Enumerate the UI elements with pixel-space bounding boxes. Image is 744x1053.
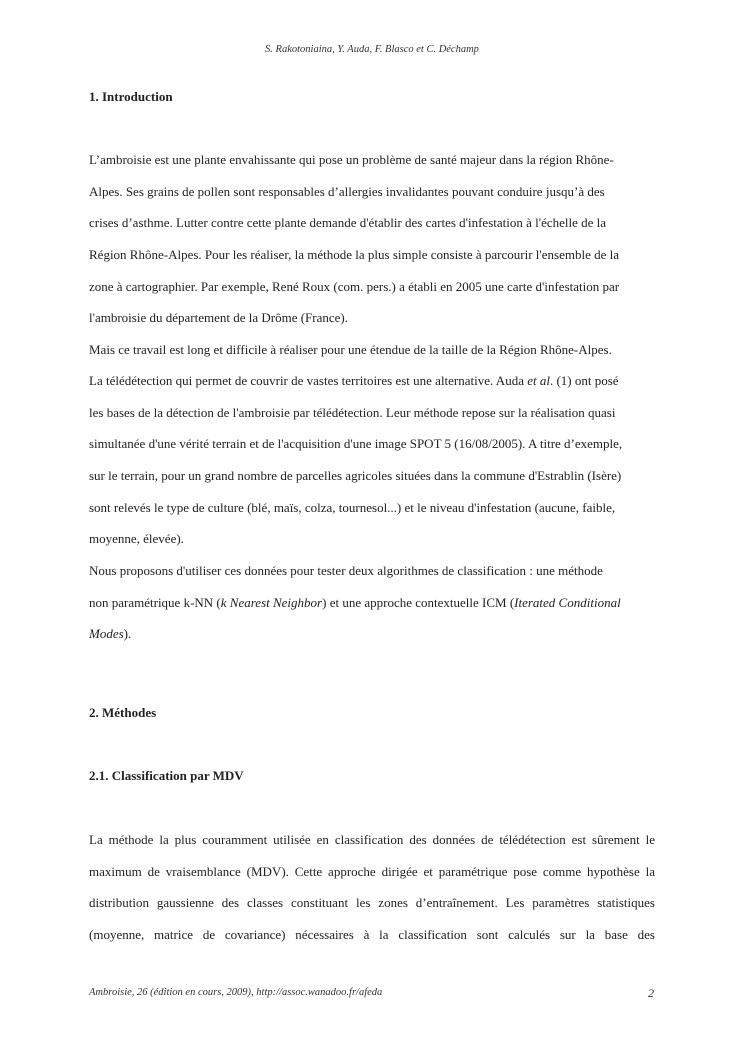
page-number: 2 <box>648 986 654 1000</box>
intro-line: simultanée d'une vérité terrain et de l'acquisition d'une image SPOT 5 (16/08/2005). A titre d’exemple, <box>89 436 623 451</box>
intro-line <box>89 373 619 389</box>
intro-line: l'ambroisie du département de la Drôme (France). <box>89 310 348 325</box>
intro-line: sur le terrain, pour un grand nombre de parcelles agricoles situées dans la commune d'Estrablin (Isère) <box>89 468 622 483</box>
intro-text: . (1) ont posé <box>549 373 619 388</box>
intro-line: Région Rhône-Alpes. Pour les réaliser, la méthode la plus simple consiste à parcourir l'ensemble de la <box>89 247 619 262</box>
section-heading-methodes: 2. Méthodes <box>89 705 157 720</box>
running-head: S. Rakotoniaina, Y. Auda, F. Blasco et C. Déchamp <box>265 44 479 55</box>
intro-line: moyenne, élevée). <box>89 531 184 546</box>
intro-line: L’ambroisie est une plante envahissante qui pose un problème de santé majeur dans la région Rhône- <box>89 152 614 167</box>
citation-et-al: et al <box>527 373 550 388</box>
intro-line <box>89 626 131 642</box>
intro-line: Nous proposons d'utiliser ces données pour tester deux algorithmes de classification : une méthode <box>89 563 603 578</box>
term-icm-cont: Modes <box>89 626 124 641</box>
subsection-heading-mdv: 2.1. Classification par MDV <box>89 768 244 783</box>
mdv-line: (moyenne, matrice de covariance) nécessaires à la classification sont calculés sur la base des <box>89 927 655 942</box>
mdv-line: distribution gaussienne des classes constituant les zones d’entraînement. Les paramètres statistiques <box>89 895 655 910</box>
intro-line: crises d’asthme. Lutter contre cette plante demande d'établir des cartes d'infestation à l'échelle de la <box>89 215 607 230</box>
section-heading-introduction: 1. Introduction <box>89 89 173 104</box>
intro-line <box>89 595 621 611</box>
term-icm: Iterated Conditional <box>514 595 621 610</box>
intro-line: zone à cartographier. Par exemple, René Roux (com. pers.) a établi en 2005 une carte d'infestation par <box>89 279 620 294</box>
intro-text: La télédétection qui permet de couvrir de vastes territoires est une alternative. Auda <box>89 373 528 388</box>
intro-line: Mais ce travail est long et difficile à réaliser pour une étendue de la taille de la Région Rhône-Alpes. <box>89 342 612 357</box>
intro-line: Alpes. Ses grains de pollen sont responsables d’allergies invalidantes pouvant conduire jusqu’à des <box>89 184 605 199</box>
term-knn: k Nearest Neighbor <box>220 595 323 610</box>
mdv-line: maximum de vraisemblance (MDV). Cette approche dirigée et paramétrique pose comme hypothèse la <box>89 864 655 879</box>
footer-journal: Ambroisie, 26 (édition en cours, 2009), http://assoc.wanadoo.fr/afeda <box>89 987 383 998</box>
mdv-line: La méthode la plus couramment utilisée en classification des données de télédétection est sûrement le <box>89 832 655 847</box>
intro-line: les bases de la détection de l'ambroisie par télédétection. Leur méthode repose sur la réalisation quasi <box>89 405 616 420</box>
intro-text: ). <box>123 626 132 641</box>
intro-text: ) et une approche contextuelle ICM ( <box>322 595 515 610</box>
intro-text: non paramétrique k-NN ( <box>89 595 221 610</box>
intro-line: sont relevés le type de culture (blé, maïs, colza, tournesol...) et le niveau d'infestation (aucune, faible, <box>89 500 616 515</box>
